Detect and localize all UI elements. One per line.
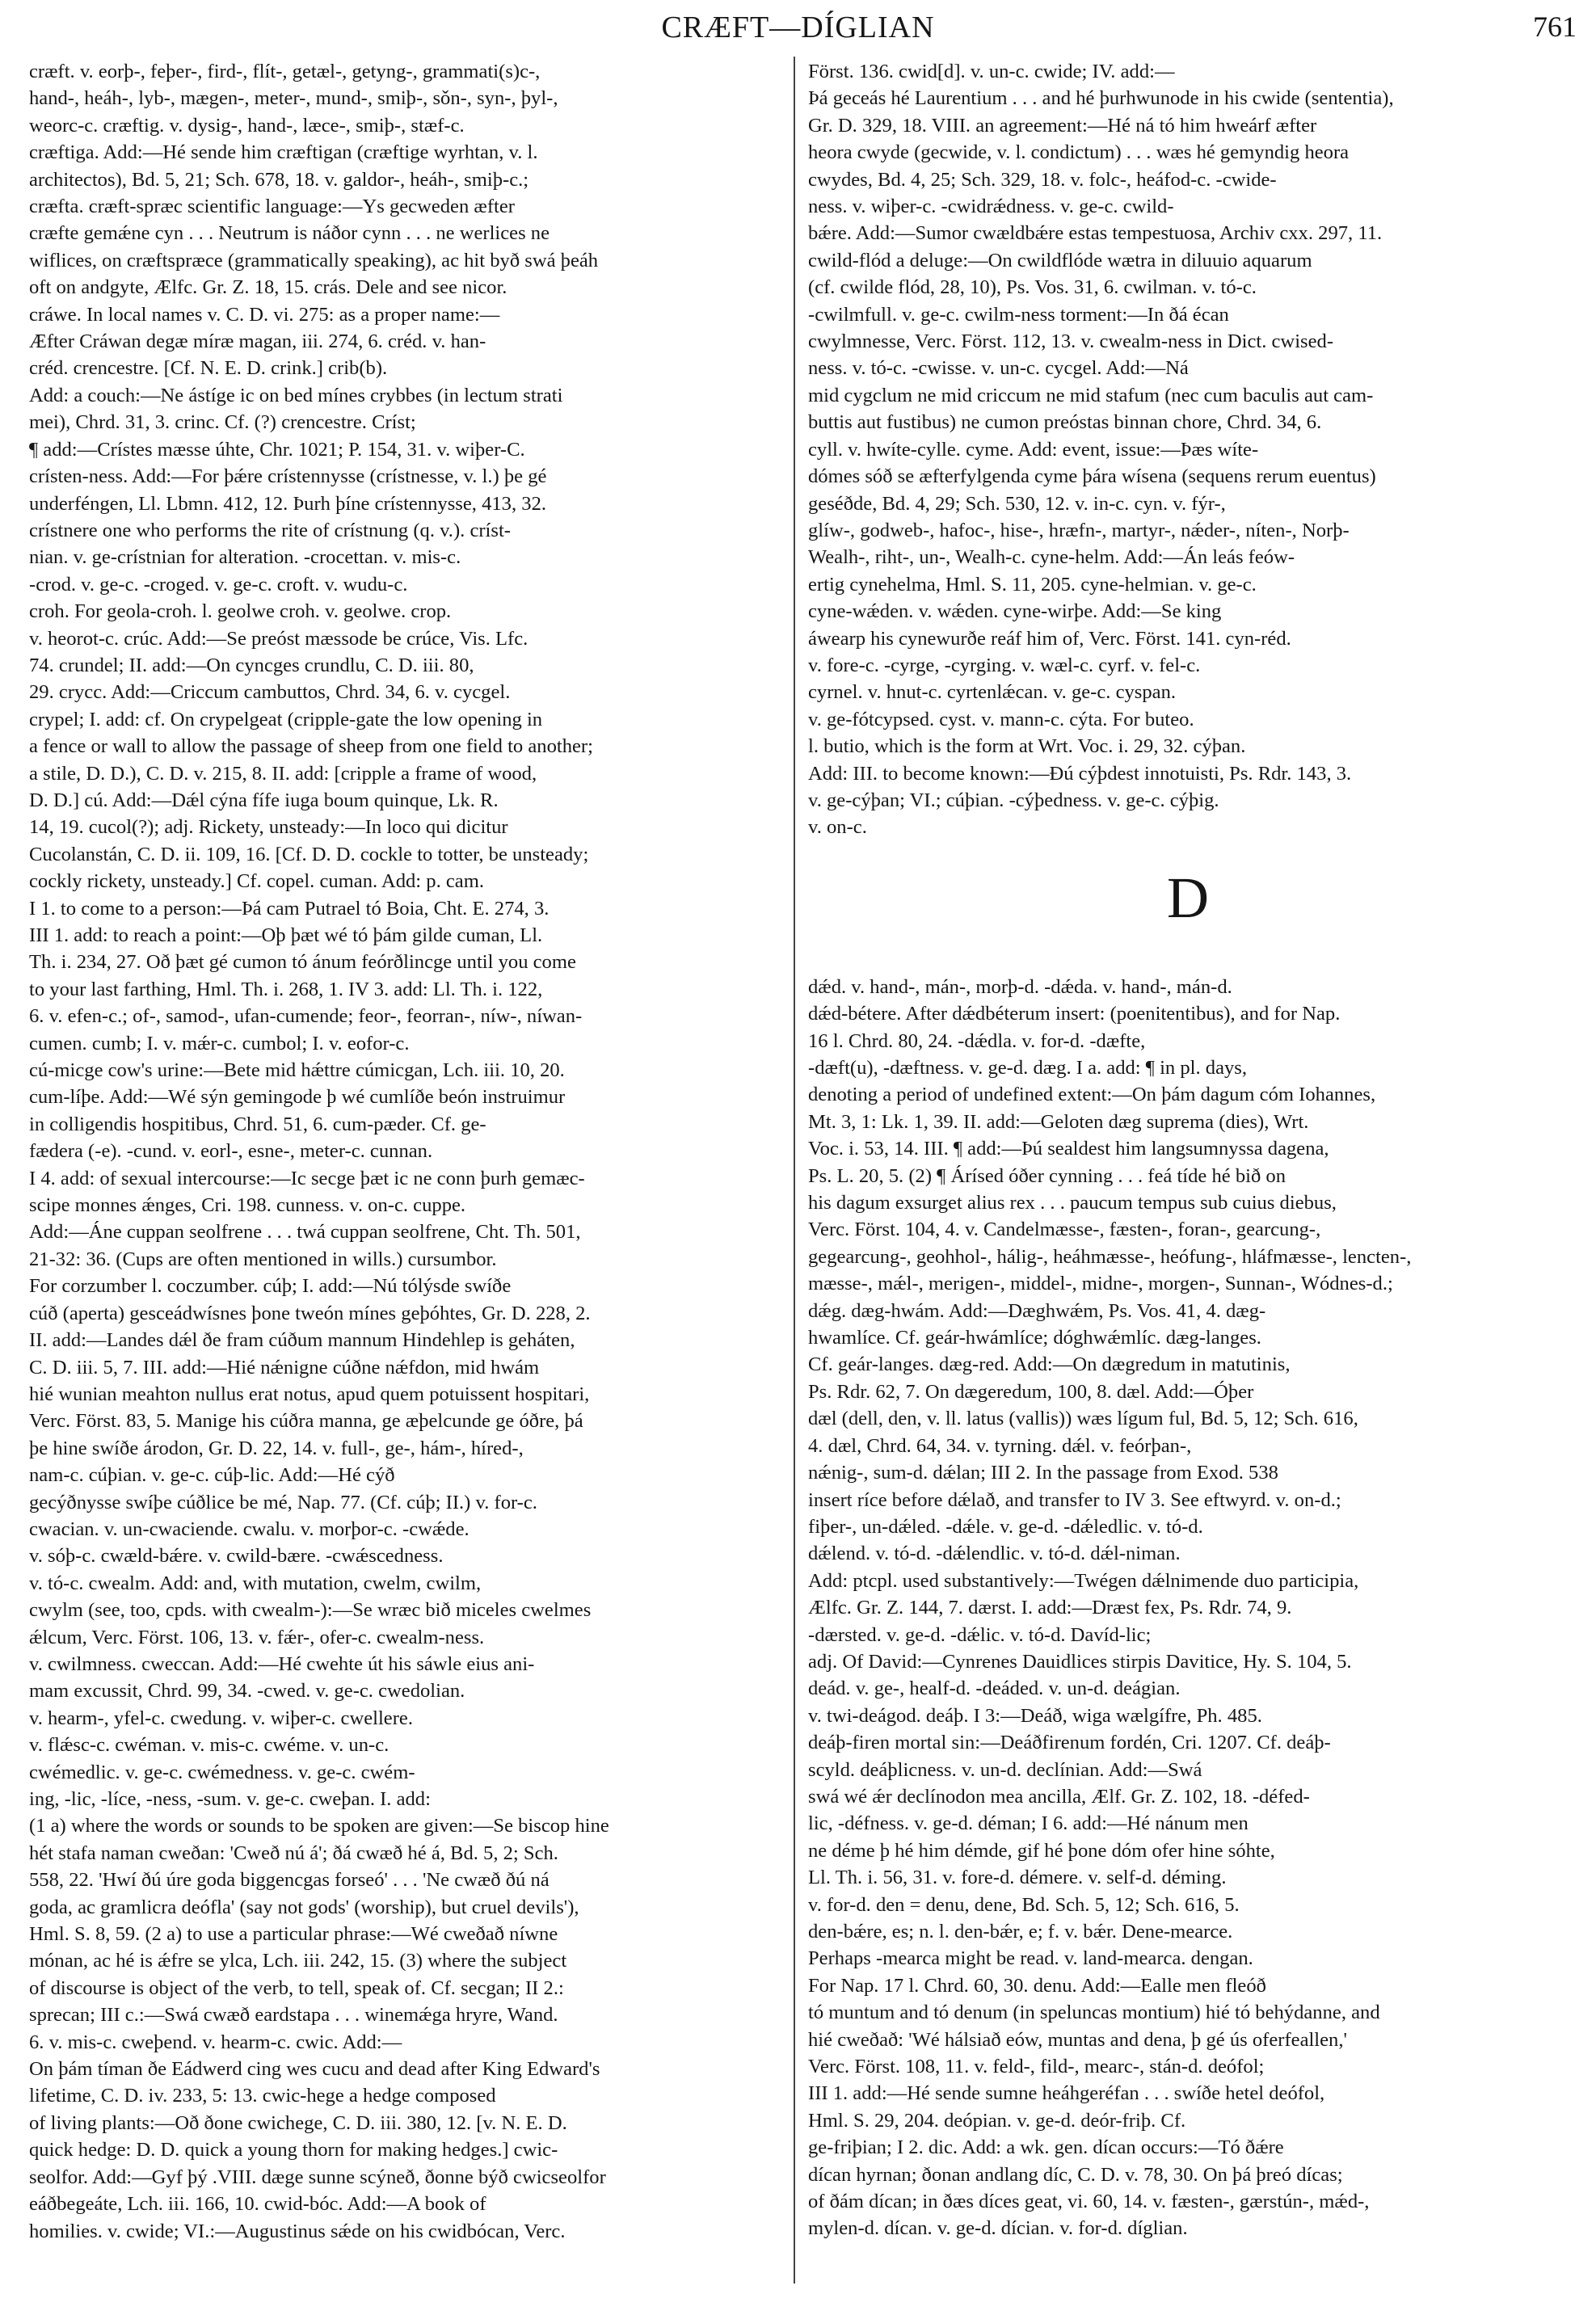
right-column <box>808 58 1568 2288</box>
entry-line: 29. crycc. Add:—Criccum cambuttos, Chrd. 34, 6. v. cycgel. <box>29 681 511 704</box>
entry-line: ge-friþian; I 2. dic. Add: a wk. gen. dícan occurs:—Tó ðǽre <box>808 2136 1284 2159</box>
entry-line: sprecan; III c.:—Swá cwæð eardstapa . . . winemǽga hryre, Wand. <box>29 2004 558 2027</box>
entry-line: For corzumber l. coczumber. cúþ; I. add:—Nú tólýsde swíðe <box>29 1275 512 1298</box>
entry-line: cræftiga. Add:—Hé sende him cræftigan (cræftige wyrhtan, v. l. <box>29 141 538 164</box>
entry-line: of living plants:—Oð ðone cwichege, C. D. iii. 380, 12. [v. N. E. D. <box>29 2111 567 2134</box>
entry-line: -crod. v. ge-c. -croged. v. ge-c. croft. v. wudu-c. <box>29 573 408 596</box>
entry-line: to your last farthing, Hml. Th. i. 268, 1. IV 3. add: Ll. Th. i. 122, <box>29 978 543 1000</box>
entry-line: ertig cynehelma, Hml. S. 11, 205. cyne-helmian. v. ge-c. <box>808 573 1257 596</box>
entry-line: ing, -lic, -líce, -ness, -sum. v. ge-c. cweþan. I. add: <box>29 1788 431 1810</box>
entry-line: hié cweðað: 'Wé hálsiað eów, muntas and dena, þ gé ús oferfeallen,' <box>808 2028 1347 2051</box>
entry-line: 14, 19. cucol(?); adj. Rickety, unsteady:—In loco qui dicitur <box>29 816 508 839</box>
entry-line: cú-micge cow's urine:—Bete mid hǽttre cúmicgan, Lch. iii. 10, 20. <box>29 1059 565 1082</box>
entry-line: l. butio, which is the form at Wrt. Voc. i. 29, 32. cýþan. <box>808 735 1246 758</box>
entry-line: hét stafa naman cweðan: 'Cweð nú á'; ðá cwæð hé á, Bd. 5, 2; Sch. <box>29 1842 558 1864</box>
entry-line: 4. dæl, Chrd. 64, 34. v. tyrning. dǽl. v. feórþan-, <box>808 1434 1192 1457</box>
entry-line: glíw-, godweb-, hafoc-, hise-, hræfn-, martyr-, nǽder-, níten-, Norþ- <box>808 519 1350 541</box>
entry-line: v. twi-deágod. deáþ. I 3:—Deáð, wiga wælgífre, Ph. 485. <box>808 1704 1262 1727</box>
entry-line: þe hine swíðe árodon, Gr. D. 22, 14. v. full-, ge-, hám-, híred-, <box>29 1437 524 1459</box>
entry-line: Wealh-, riht-, un-, Wealh-c. cyne-helm. Add:—Án leás feów- <box>808 546 1295 569</box>
entry-line: Perhaps -mearca might be read. v. land-mearca. dengan. <box>808 1947 1253 1970</box>
entry-line: Hml. S. 8, 59. (2 a) to use a particular phrase:—Wé cweðað níwne <box>29 1923 558 1946</box>
entry-line: v. ge-cýþan; VI.; cúþian. -cýþedness. v. ge-c. cýþig. <box>808 789 1219 811</box>
entry-line: Æfter Cráwan degæ míræ magan, iii. 274, 6. créd. v. han- <box>29 330 486 353</box>
entry-line: 6. v. efen-c.; of-, samod-, ufan-cumende; feor-, feorran-, níw-, níwan- <box>29 1005 583 1028</box>
entry-line: (cf. cwilde flód, 28, 10), Ps. Vos. 31, 6. cwilman. v. tó-c. <box>808 276 1257 299</box>
entry-line: of ðám dícan; in ðæs díces geat, vi. 60, 14. v. fæsten-, gærstún-, mǽd-, <box>808 2191 1370 2213</box>
entry-line: 21-32: 36. (Cups are often mentioned in wills.) cursumbor. <box>29 1248 497 1270</box>
column-divider <box>794 57 795 2284</box>
entry-line: nam-c. cúþian. v. ge-c. cúþ-lic. Add:—Hé cýð <box>29 1464 395 1487</box>
entry-line: den-bǽre, es; n. l. den-bǽr, e; f. v. bǽr. Dene-mearce. <box>808 1921 1233 1943</box>
entry-line: dǽd-bétere. After dǽdbéterum insert: (poenitentibus), and for Nap. <box>808 1003 1341 1025</box>
entry-line: -dæft(u), -dæftness. v. ge-d. dæg. I a. add: ¶ in pl. days, <box>808 1057 1248 1079</box>
entry-line: Hml. S. 29, 204. deópian. v. ge-d. deór-friþ. Cf. <box>808 2109 1186 2132</box>
entry-line: cockly rickety, unsteady.] Cf. copel. cuman. Add: p. cam. <box>29 870 484 893</box>
entry-line: croh. For geola-croh. l. geolwe croh. v. geolwe. crop. <box>29 600 452 623</box>
entry-line: ¶ add:—Crístes mæsse úhte, Chr. 1021; P. 154, 31. v. wiþer-C. <box>29 438 525 461</box>
entry-line: dæl (dell, den, v. ll. latus (vallis)) wæs lígum ful, Bd. 5, 12; Sch. 616, <box>808 1408 1358 1430</box>
entry-line: C. D. iii. 5, 7. III. add:—Hié nǽnigne cúðne nǽfdon, mid hwám <box>29 1356 540 1379</box>
entry-line: Verc. Först. 108, 11. v. feld-, fild-, mearc-, stán-d. deófol; <box>808 2056 1265 2078</box>
entry-line: III 1. add:—Hé sende sumne heáhgeréfan . . . swíðe hetel deófol, <box>808 2082 1325 2105</box>
entry-line: cráwe. In local names v. C. D. vi. 275: as a proper name:— <box>29 303 500 326</box>
entry-line: Voc. i. 53, 14. III. ¶ add:—Þú sealdest him langsumnyssa dagena, <box>808 1138 1329 1160</box>
entry-line: v. for-d. den = denu, dene, Bd. Sch. 5, 12; Sch. 616, 5. <box>808 1893 1240 1916</box>
entry-line: a stile, D. D.), C. D. v. 215, 8. II. add: [cripple a frame of wood, <box>29 762 537 785</box>
entry-line: v. heorot-c. crúc. Add:—Se preóst mæssode be crúce, Vis. Lfc. <box>29 627 528 650</box>
entry-line: Add:—Áne cuppan seolfrene . . . twá cuppan seolfrene, Cht. Th. 501, <box>29 1221 581 1244</box>
entry-line: ne déme þ hé him démde, gif hé þone dóm ofer hine sóhte, <box>808 1839 1275 1862</box>
entry-line: Verc. Först. 83, 5. Manige his cúðra manna, ge æþelcunde ge óðre, þá <box>29 1410 583 1433</box>
entry-line: Þá geceás hé Laurentium . . . and hé þurhwunode in his cwide (sententia), <box>808 87 1394 110</box>
entry-line: cræfta. cræft-spræc scientific language:—Ys gecweden æfter <box>29 196 515 218</box>
entry-line: homilies. v. cwide; VI.:—Augustinus sǽde on his cwidbócan, Verc. <box>29 2220 566 2242</box>
entry-line: v. ge-fótcypsed. cyst. v. mann-c. cýta. For buteo. <box>808 708 1194 730</box>
entry-line: buttis aut fustibus) ne cumon preóstas binnan chore, Chrd. 34, 6. <box>808 411 1322 434</box>
entry-line: Ps. Rdr. 62, 7. On dægeredum, 100, 8. dæl. Add:—Óþer <box>808 1380 1254 1403</box>
entry-line: insert ríce before dǽlað, and transfer to IV 3. See eftwyrd. v. on-d.; <box>808 1488 1341 1511</box>
entry-line: mam excussit, Chrd. 99, 34. -cwed. v. ge-c. cwedolian. <box>29 1680 465 1703</box>
entry-line: cyll. v. hwíte-cylle. cyme. Add: event, issue:—Þæs wíte- <box>808 438 1259 461</box>
entry-line: gegearcung-, geohhol-, hálig-, heáhmæsse-, heófung-, hláfmæsse-, lencten-, <box>808 1245 1412 1268</box>
entry-line: 16 l. Chrd. 80, 24. -dǽdla. v. for-d. -dæfte, <box>808 1029 1146 1052</box>
entry-line: mylen-d. dícan. v. ge-d. dícian. v. for-d. díglian. <box>808 2217 1188 2240</box>
entry-line: nian. v. ge-crístnian for alteration. -crocettan. v. mis-c. <box>29 546 461 569</box>
entry-line: III 1. add: to reach a point:—Oþ þæt wé tó þám gilde cuman, Ll. <box>29 924 543 946</box>
entry-line: Th. i. 234, 27. Oð þæt gé cumon tó ánum feórðlincge until you come <box>29 951 576 974</box>
entry-line: bǽre. Add:—Sumor cwældbǽre estas tempestuosa, Archiv cxx. 297, 11. <box>808 222 1383 245</box>
entry-line: Först. 136. cwid[d]. v. un-c. cwide; IV. add:— <box>808 61 1175 82</box>
entry-line: fiþer-, un-dǽled. -dǽle. v. ge-d. -dǽledlic. v. tó-d. <box>808 1515 1203 1538</box>
entry-line: mei), Chrd. 31, 3. crinc. Cf. (?) crencestre. Críst; <box>29 411 416 434</box>
entry-line: nǽnig-, sum-d. dǽlan; III 2. In the passage from Exod. 538 <box>808 1462 1278 1484</box>
entry-line: áwearp his cynewurðe reáf him of, Verc. Först. 141. cyn-réd. <box>808 627 1291 650</box>
entry-line: crypel; I. add: cf. On crypelgeat (cripple-gate the low opening in <box>29 708 543 730</box>
entry-line: -cwilmfull. v. ge-c. cwilm-ness torment:—In ðá écan <box>808 303 1229 326</box>
entry-line: his dagum exsurget alius rex . . . paucum tempus sub cuius diebus, <box>808 1192 1337 1214</box>
entry-line: dǽlend. v. tó-d. -dǽlendlic. v. tó-d. dǽl-niman. <box>808 1543 1181 1565</box>
entry-line: scyld. deáþlicness. v. un-d. declínian. Add:—Swá <box>808 1758 1202 1781</box>
entry-line: On þám tíman ðe Eádwerd cing wes cucu and dead after King Edward's <box>29 2058 600 2081</box>
entry-line: underféngen, Ll. Lbmn. 412, 12. Þurh þíne crístennysse, 413, 32. <box>29 492 547 515</box>
entry-line: crístnere one who performs the rite of crístnung (q. v.). críst- <box>29 519 511 541</box>
entry-line: I 4. add: of sexual intercourse:—Ic secge þæt ic ne conn þurh gemæc- <box>29 1167 585 1189</box>
entry-line: cræft. v. eorþ-, feþer-, fird-, flít-, getæl-, getyng-, grammati(s)c-, <box>29 61 541 82</box>
entry-line: D. D.] cú. Add:—Dǽl cýna fífe iuga boum quinque, Lk. R. <box>29 789 499 811</box>
entry-line: eáðbegeáte, Lch. iii. 166, 10. cwid-bóc. Add:—A book of <box>29 2193 486 2216</box>
entry-line: cyrnel. v. hnut-c. cyrtenlǽcan. v. ge-c. cyspan. <box>808 681 1177 704</box>
entry-line: v. hearm-, yfel-c. cwedung. v. wiþer-c. cwellere. <box>29 1707 413 1729</box>
entry-line: Add: ptcpl. used substantively:—Twégen dǽlnimende duo participia, <box>808 1569 1359 1592</box>
entry-line: dǽd. v. hand-, mán-, morþ-d. -dǽda. v. hand-, mán-d. <box>808 975 1232 998</box>
entry-line: 6. v. mis-c. cweþend. v. hearm-c. cwic. Add:— <box>29 2031 402 2053</box>
entry-line: quick hedge: D. D. quick a young thorn for making hedges.] cwic- <box>29 2139 558 2162</box>
entry-line: ness. v. wiþer-c. -cwidrǽdness. v. ge-c. cwild- <box>808 196 1174 218</box>
entry-line: hand-, heáh-, lyb-, mægen-, meter-, mund-, smiþ-, sǒn-, syn-, þyl-, <box>29 87 558 110</box>
entry-line: swá wé ǽr declínodon mea ancilla, Ælf. Gr. Z. 102, 18. -défed- <box>808 1785 1310 1808</box>
entry-line: v. tó-c. cwealm. Add: and, with mutation, cwelm, cwilm, <box>29 1572 482 1594</box>
entry-line: ness. v. tó-c. -cwisse. v. un-c. cycgel. Add:—Ná <box>808 357 1189 380</box>
entry-line: Mt. 3, 1: Lk. 1, 39. II. add:—Geloten dæg suprema (dies), Wrt. <box>808 1110 1309 1133</box>
entry-line: cumen. cumb; I. v. mǽr-c. cumbol; I. v. eofor-c. <box>29 1032 410 1054</box>
page-header <box>0 3 1596 48</box>
entry-line: Add: a couch:—Ne ástíge ic on bed mínes crybbes (in lectum strati <box>29 384 563 406</box>
entry-line: crísten-ness. Add:—For þǽre crístennysse (crístnesse, v. l.) þe gé <box>29 465 547 488</box>
entry-line: II. add:—Landes dǽl ðe fram cúðum mannum Hindehlep is geháten, <box>29 1329 575 1352</box>
entry-line: cwacian. v. un-cwaciende. cwalu. v. morþor-c. -cwǽde. <box>29 1518 470 1540</box>
entry-line: mæsse-, mǽl-, merigen-, middel-, midne-, morgen-, Sunnan-, Wódnes-d.; <box>808 1273 1393 1295</box>
entry-line: v. sóþ-c. cwæld-bǽre. v. cwild-bære. -cwǽscedness. <box>29 1545 444 1568</box>
entry-line: -dærsted. v. ge-d. -dǽlic. v. tó-d. Davíd-lic; <box>808 1623 1152 1646</box>
entry-line: weorc-c. cræftig. v. dysig-, hand-, læce-, smiþ-, stæf-c. <box>29 114 465 137</box>
entry-line: ǽlcum, Verc. Först. 106, 13. v. fǽr-, ofer-c. cwealm-ness. <box>29 1626 485 1648</box>
entry-line: heora cwyde (gecwide, v. l. condictum) . . . wæs hé gemyndig heora <box>808 141 1350 164</box>
entry-line: Add: III. to become known:—Ðú cýþdest innotuisti, Ps. Rdr. 143, 3. <box>808 762 1352 785</box>
entry-line: lifetime, C. D. iv. 233, 5: 13. cwic-hege a hedge composed <box>29 2085 496 2107</box>
entry-line: architectos), Bd. 5, 21; Sch. 678, 18. v. galdor-, heáh-, smiþ-c.; <box>29 168 529 191</box>
entry-line: adj. Of David:—Cynrenes Dauidlices stirpis Davitice, Hy. S. 104, 5. <box>808 1650 1352 1673</box>
entry-line: cwylmnesse, Verc. Först. 112, 13. v. cwealm-ness in Dict. cwised- <box>808 330 1334 353</box>
entry-line: Verc. Först. 104, 4. v. Candelmæsse-, fæsten-, foran-, gearcung-, <box>808 1219 1321 1241</box>
entry-line: lic, -défness. v. ge-d. déman; I 6. add:—Hé nánum men <box>808 1812 1249 1835</box>
entry-line: Cucolanstán, C. D. ii. 109, 16. [Cf. D. D. cockle to totter, be unsteady; <box>29 843 589 865</box>
entry-line: hwamlíce. Cf. geár-hwámlíce; dóghwǽmlíc. dæg-langes. <box>808 1327 1261 1349</box>
entry-line: mid cygclum ne mid criccum ne mid stafum (nec cum baculis aut cam- <box>808 384 1374 406</box>
entry-line: scipe monnes ǽnges, Cri. 198. cunness. v. on-c. cuppe. <box>29 1194 466 1217</box>
entry-line: seolfor. Add:—Gyf þý .VIII. dæge sunne scýneð, ðonne býð cwicseolfor <box>29 2166 606 2188</box>
entry-line: oft on andgyte, Ælfc. Gr. Z. 18, 15. crás. Dele and see nicor. <box>29 276 507 299</box>
entry-line: dícan hyrnan; ðonan andlang díc, C. D. v. 78, 30. On þá þreó dícas; <box>808 2163 1343 2186</box>
entry-line: créd. crencestre. [Cf. N. E. D. crink.] crib(b). <box>29 357 388 380</box>
entry-line: I 1. to come to a person:—Þá cam Putrael tó Boia, Cht. E. 274, 3. <box>29 897 550 920</box>
entry-line: dǽg. dæg-hwám. Add:—Dæghwǽm, Ps. Vos. 41, 4. dæg- <box>808 1299 1266 1322</box>
entry-line: Cf. geár-langes. dæg-red. Add:—On dægredum in matutinis, <box>808 1353 1291 1376</box>
entry-line: cwylm (see, too, cpds. with cwealm-):—Se wræc bið miceles cwelmes <box>29 1599 592 1622</box>
entry-line: geséðde, Bd. 4, 29; Sch. 530, 12. v. in-c. cyn. v. fýr-, <box>808 492 1226 515</box>
entry-line: 558, 22. 'Hwí ðú úre goda biggencgas forseó' . . . 'Ne cwæð ðú ná <box>29 1869 550 1892</box>
page-number: 761 <box>1533 11 1577 43</box>
entry-line: (1 a) where the words or sounds to be spoken are given:—Se biscop hine <box>29 1815 609 1837</box>
entry-line: hié wunian meahton nullus erat notus, apud quem potuissent hospitari, <box>29 1383 590 1405</box>
entry-line: Ps. L. 20, 5. (2) ¶ Árísed óðer cynning . . . feá tíde hé bið on <box>808 1164 1286 1187</box>
entry-line: 74. crundel; II. add:—On cyncges crundlu, C. D. iii. 80, <box>29 654 474 676</box>
entry-line: of discourse is object of the verb, to tell, speak of. Cf. secgan; II 2.: <box>29 1976 564 1999</box>
entry-line: mónan, ac hé is ǽfre se ylca, Lch. iii. 242, 15. (3) where the subject <box>29 1950 567 1972</box>
entry-line: in colligendis hospitibus, Chrd. 51, 6. cum-pæder. Cf. ge- <box>29 1113 486 1135</box>
entry-line: cum-líþe. Add:—Wé sýn gemingode þ wé cumlíðe beón instruimur <box>29 1086 566 1109</box>
entry-line: cwydes, Bd. 4, 25; Sch. 329, 18. v. folc-, heáfod-c. -cwide- <box>808 168 1277 191</box>
section-letter-heading: D <box>1167 865 1209 930</box>
entry-line: v. flǽsc-c. cwéman. v. mis-c. cwéme. v. un-c. <box>29 1734 390 1757</box>
entry-line: gecýðnysse swíþe cúðlice be mé, Nap. 77. (Cf. cúþ; II.) v. for-c. <box>29 1491 537 1513</box>
entry-line: cræfte gemǽne cyn . . . Neutrum is náðor cynn . . . ne werlices ne <box>29 222 550 245</box>
entry-line: v. cwilmness. cweccan. Add:—Hé cwehte út his sáwle eius ani- <box>29 1652 535 1675</box>
entry-line: wiflices, on cræftspræce (grammatically speaking), ac hit byð swá þeáh <box>29 249 599 272</box>
entry-line: fædera (-e). -cund. v. eorl-, esne-, meter-c. cunnan. <box>29 1140 433 1163</box>
entry-line: a fence or wall to allow the passage of sheep from one field to another; <box>29 735 593 758</box>
entry-line: deáþ-firen mortal sin:—Deáðfirenum fordén, Cri. 1207. Cf. deáþ- <box>808 1732 1331 1754</box>
entry-line: Ll. Th. i. 56, 31. v. fore-d. démere. v. self-d. déming. <box>808 1867 1227 1889</box>
entry-line: deád. v. ge-, healf-d. -deáded. v. un-d. deágian. <box>808 1677 1181 1700</box>
entry-line: cyne-wǽden. v. wǽden. cyne-wirþe. Add:—Se king <box>808 600 1222 623</box>
entry-line: cúð (aperta) gesceádwísnes þone tweón mínes geþóhtes, Gr. D. 228, 2. <box>29 1302 591 1324</box>
entry-line: v. fore-c. -cyrge, -cyrging. v. wæl-c. cyrf. v. fel-c. <box>808 654 1201 676</box>
left-column <box>29 58 779 2288</box>
entry-line: denoting a period of undefined extent:—On þám dagum cóm Iohannes, <box>808 1084 1376 1106</box>
entry-line: goda, ac gramlicra deófla' (say not gods' (worship), but cruel devils'), <box>29 1896 579 1918</box>
entry-line: v. on-c. <box>808 816 867 839</box>
entry-line: dómes sóð se æfterfylgenda cyme þára wísena (sequens rerum euentus) <box>808 465 1376 488</box>
entry-line: cwild-flód a deluge:—On cwildflóde wætra in diluuio aquarum <box>808 249 1312 272</box>
entry-line: cwémedlic. v. ge-c. cwémedness. v. ge-c. cwém- <box>29 1761 415 1783</box>
entry-line: Ælfc. Gr. Z. 144, 7. dærst. I. add:—Dræst fex, Ps. Rdr. 74, 9. <box>808 1597 1292 1619</box>
entry-line: For Nap. 17 l. Chrd. 60, 30. denu. Add:—Ealle men fleóð <box>808 1974 1266 1997</box>
running-head: CRÆFT—DÍGLIAN <box>661 11 935 44</box>
entry-line: tó muntum and tó denum (in speluncas montium) hié tó behýdanne, and <box>808 2002 1380 2024</box>
entry-line: Gr. D. 329, 18. VIII. an agreement:—Hé ná tó him hweárf æfter <box>808 114 1317 137</box>
